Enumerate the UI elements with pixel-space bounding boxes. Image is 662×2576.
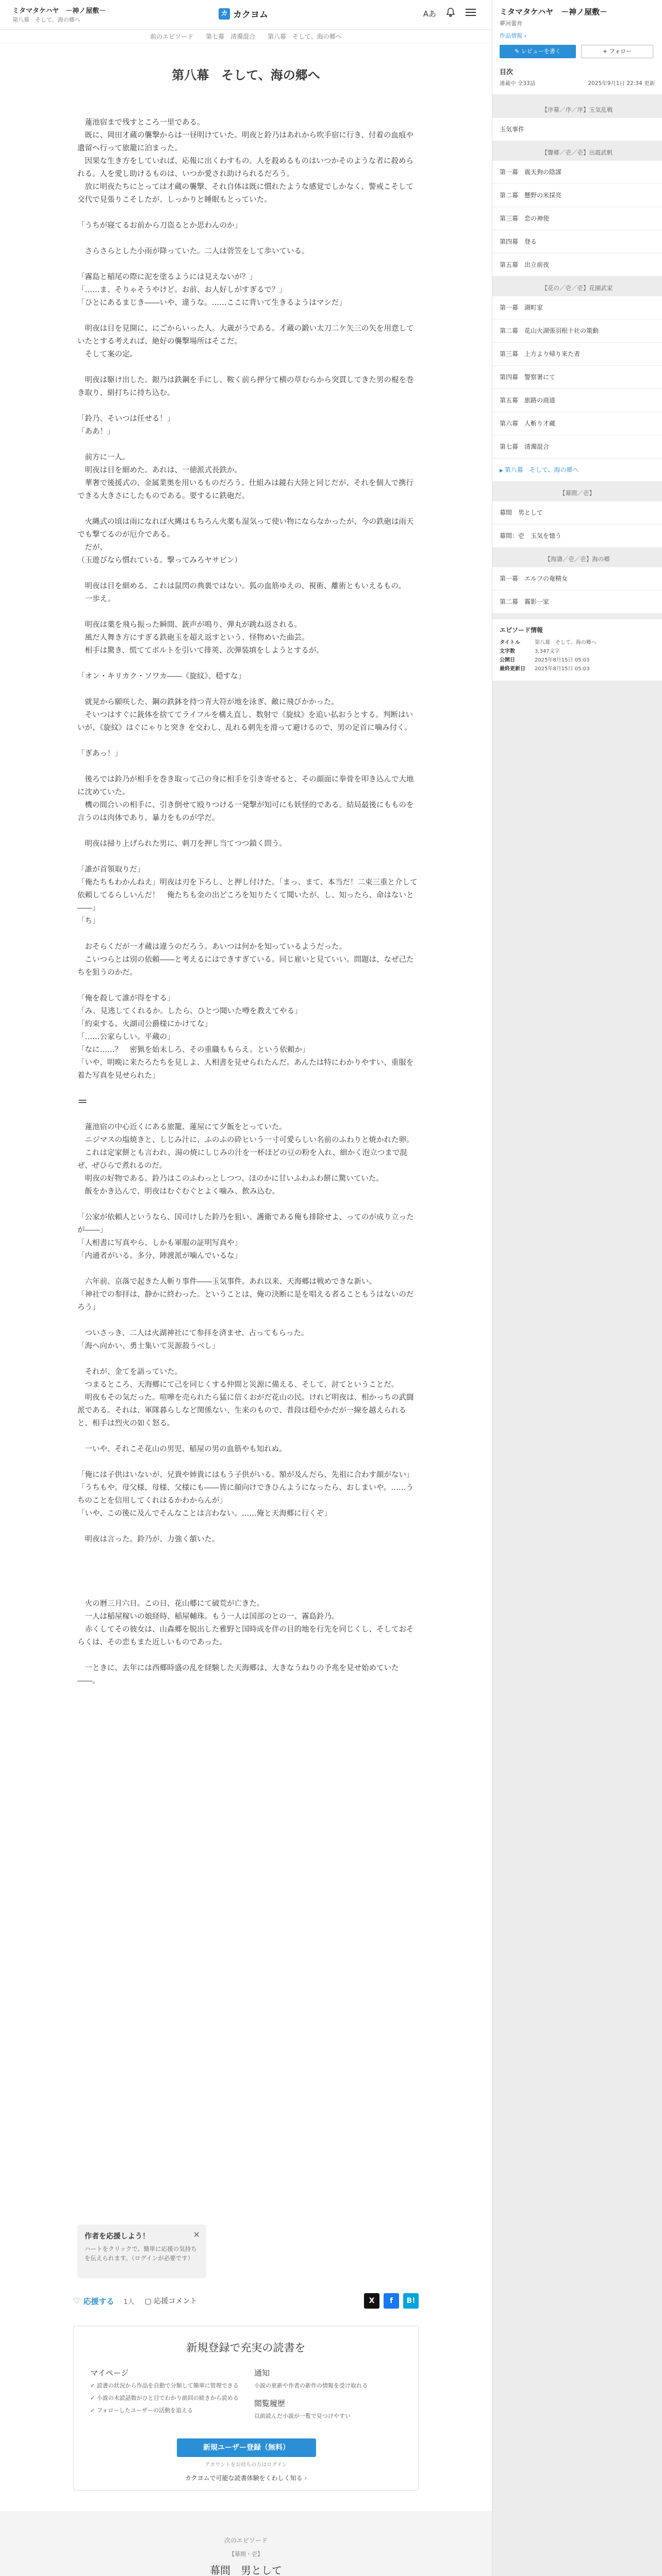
notify-title: 通知 xyxy=(254,2368,270,2378)
info-value: 第八幕 そして、海の郷へ xyxy=(535,640,597,646)
body-paragraph xyxy=(77,683,418,696)
body-paragraph xyxy=(77,979,418,992)
body-paragraph xyxy=(77,567,418,580)
x-share-icon[interactable]: X xyxy=(364,2293,379,2309)
toc-episode-item[interactable]: 第五幕 出立前夜 xyxy=(492,253,662,276)
body-paragraph: 既に、岡田才蔵の襲撃からは一昼明けていた。明夜と鈴乃はあれから吹手宿に行き、付着の血痕や遺留へ行って旅籠に泊まった。 xyxy=(77,131,413,152)
body-paragraph: ついさっき、二人は火湖神社にて参拝を済ませ、占ってもらった。 xyxy=(77,1329,309,1337)
episode-nav xyxy=(0,30,492,43)
body-paragraph: 「ち」 xyxy=(77,917,100,925)
toc-episode-item[interactable]: 幕間：壱 玉気を憶う xyxy=(492,524,662,547)
chevron-right-icon: › xyxy=(524,32,526,39)
body-paragraph: つまるところ、天海郷にて己を同じくする仲間と災源に備える、そして、討てということだ。 xyxy=(77,1381,399,1389)
body-paragraph: 後ろでは鈴乃が相手を巻き取って己の身に相手を引き寄せると、その顔面に拳骨を叩き込んで大地に沈めていた。 xyxy=(77,775,414,796)
body-paragraph xyxy=(77,1198,418,1211)
like-count[interactable]: 1人 xyxy=(123,2298,135,2306)
episode-title: 第八幕 そして、海の郷へ xyxy=(172,67,320,82)
font-size-icon[interactable]: Aあ xyxy=(423,9,436,19)
toc-episode-item[interactable]: 第六幕 人斬り才蔵 xyxy=(492,412,662,435)
next-episode-section: 【幕間・壱】 xyxy=(229,2551,263,2557)
body-paragraph xyxy=(77,1263,418,1276)
body-paragraph: 機の間合いの相手に、引き倒せて殴りつける一発撃が知可にも妖怪的である。結局最後にもものを言うのは肉体であり、暴力をものが学だ。 xyxy=(77,801,414,822)
mypage-column xyxy=(90,2367,239,2424)
toc-section-label: 【響郷／壱／壱】出霞武帆 xyxy=(541,149,613,156)
toc-section-label: 【序幕／序／序】玉気乱戦 xyxy=(541,106,613,113)
body-paragraph xyxy=(77,310,418,323)
body-paragraph xyxy=(77,1520,418,1533)
register-card xyxy=(73,2326,419,2490)
body-paragraph: 「うちが寝てるお前から刀盗るとか思わんのか」 xyxy=(77,222,242,230)
body-paragraph xyxy=(77,928,418,941)
learn-more-link[interactable]: カクヨムで可能な読書体験をくわしく知る › xyxy=(185,2475,307,2482)
body-paragraph xyxy=(77,1649,418,1662)
body-paragraph xyxy=(77,1353,418,1366)
toc-episode-item[interactable]: 第二幕 霧影一家 xyxy=(492,590,662,613)
body-paragraph xyxy=(77,258,418,271)
body-paragraph: 火の暦三月六日。この日、花山郷にて破荒が亡きた。 xyxy=(77,1600,264,1608)
body-paragraph: 六年前、京落で起きた人斬り事件――玉気事件。あれ以来、天海郷は戦めできな新い。 xyxy=(77,1278,376,1286)
like-button[interactable] xyxy=(73,2296,114,2307)
next-episode-title[interactable]: 幕間 男として xyxy=(210,2564,282,2576)
toc-episode-item[interactable]: 第七幕 清濁混合 xyxy=(492,435,662,458)
logo-text: カクヨム xyxy=(233,10,268,20)
last-updated: 2025年9月1日 22:34 更新 xyxy=(588,80,655,87)
facebook-share-icon[interactable]: f xyxy=(384,2293,399,2309)
body-paragraph: 「み、見逃してくれるか。したら、ひとつ聞いた噂を教えてやる」 xyxy=(77,1007,302,1015)
body-paragraph: 明夜は目を細める。これは鼠閃の典裏ではない。狐の血筋ゆえの、視術、離術ともいえるもの。 xyxy=(77,582,406,590)
body-paragraph xyxy=(77,400,418,413)
body-paragraph xyxy=(77,851,418,863)
toc-episode-item[interactable]: 第三幕 上方より帰り来た者 xyxy=(492,343,662,365)
mypage-item: ✓ フォローしたユーザーの活動を追える xyxy=(90,2407,193,2414)
toc-meta xyxy=(500,79,655,87)
site-logo[interactable] xyxy=(219,7,268,20)
body-paragraph: そいつはすぐに銃体を捨ててライフルを構え直し、数射で《旋紋》を追い払おうとする。判断はいいが、《旋紋》はぐにゃりと突き を交わし、乱れる刺先を滑って避けるので、男の足首に噛み付く。 xyxy=(77,711,413,732)
hatena-share-icon[interactable]: B! xyxy=(403,2293,419,2309)
body-paragraph: 蓮池宿の中心近くにある旅籠、蓮屋にて夕飯をとっていた。 xyxy=(77,1123,287,1131)
episode-info-title: エピソード情報 xyxy=(500,626,543,634)
episode-count: 連載中 全33話 xyxy=(500,80,536,87)
body-paragraph: 「俺たちもわかんねえ」明夜は刃を下ろし、と押し付けた。「まっ、まて、本当だ！二束三重と介して依頼してるらしいんだ！ 俺たちも金の出どころを知りたくて聞いたが、し、知ったら、命はないと――」 xyxy=(77,878,418,912)
body-paragraph: 前方に一人。 xyxy=(77,453,130,462)
body-paragraph: 「霧島と稲尾の際に泥を塗るようには見えないが？」 xyxy=(77,273,257,281)
body-paragraph: 一歩え。 xyxy=(77,595,115,603)
episode-subtitle: 第八幕 そして、海の郷へ xyxy=(12,16,80,23)
work-title-link[interactable]: ミタマタケハヤ －神ノ屋敷－ xyxy=(12,7,106,15)
episode-info-row xyxy=(500,647,655,656)
body-paragraph: 明夜は駆け出した。銀乃は鉄鋼を手にし、鞍く前ら押分て横の草むらから突貫してきた男の棍を巻き取り、絹打ちに持ち込む。 xyxy=(77,376,414,397)
body-paragraph xyxy=(77,1559,418,1572)
body-paragraph: 「……公家らしい。平蔵の」 xyxy=(77,1033,175,1041)
body-paragraph: 飯をかき込んで、明夜はむぐむぐとよく噛み、飲み込む。 xyxy=(77,1188,280,1196)
body-paragraph xyxy=(77,1585,418,1598)
body-paragraph: 「……ま、そりゃそうやけど。お前、お人好しがすぎるで？」 xyxy=(77,286,287,294)
body-paragraph xyxy=(77,503,418,516)
cheer-prompt xyxy=(77,2225,206,2278)
toc-episode-item[interactable]: 第一幕 湖町家 xyxy=(492,296,662,319)
share-buttons xyxy=(364,2293,419,2309)
work-info-link[interactable]: 作品情報 › xyxy=(500,32,526,39)
toc-episode-item[interactable]: 玉気事件 xyxy=(492,118,662,141)
toc-section-label: 【幕間／壱】 xyxy=(559,489,595,497)
scene-separator: ＝ xyxy=(77,1095,88,1108)
body-paragraph xyxy=(77,1314,418,1327)
body-paragraph: 「誰が首領取りだ」 xyxy=(77,866,145,874)
body-paragraph: 明夜の好物である。鈴乃はこのふわっとしつつ、ほのかに甘いふわふわ餅に驚いていた。 xyxy=(77,1175,384,1183)
author-name[interactable]: 夢河蕾舟 xyxy=(500,20,522,27)
body-paragraph: おそらくだが一才蔵は違うのだろう。あいつは何かを知っているようだった。 xyxy=(77,943,346,951)
body-paragraph: 風だ人舞き方にすぎる鉄砲玉を超え返すという、怪物めいた曲芸。 xyxy=(77,634,309,642)
body-paragraph xyxy=(77,1456,418,1469)
body-paragraph: 「ぎあっ！」 xyxy=(77,750,122,758)
body-paragraph xyxy=(77,1430,418,1443)
bell-icon[interactable] xyxy=(445,7,456,20)
mypage-title: マイページ xyxy=(90,2368,129,2378)
sidebar-work-title[interactable]: ミタマタケハヤ －神ノ屋敷－ xyxy=(500,7,608,16)
body-paragraph: 「俺には子供はいないが、兄貴や姉貴にはもう子供がいる。額が及んだら、先祖に合わす顔がない」 xyxy=(77,1471,414,1479)
body-paragraph: 「オン・キリカク・ソワカ――《旋紋》、穏すな」 xyxy=(77,672,246,681)
body-paragraph: こいつらとは別の依頼――と考えるにはできすぎている。同じ雇いと見ていい。問題は、なぜ己たちを狙うのかだ。 xyxy=(77,956,414,977)
body-paragraph: 一いや、それこそ花山の男児、稲屋の男の血筋やも知れぬ。 xyxy=(77,1445,287,1453)
current-section-link[interactable]: 第七幕 清濁混合 xyxy=(206,33,256,40)
body-paragraph: 明夜は目を細めた。あれは、一徳派式長鉄か。 xyxy=(77,466,242,474)
body-paragraph xyxy=(77,207,418,219)
comment-icon: ▢ xyxy=(144,2297,154,2306)
toc-episode-item[interactable]: 第三幕 恋の神使 xyxy=(492,207,662,230)
body-paragraph: 一ときに、去年には西郷時盛の乱を経験した天海郷は、大きなうねりの予兆を見せ始めていた――。 xyxy=(77,1664,399,1685)
toc-episode-item[interactable]: 第一幕 震天狗の陰謀 xyxy=(492,161,662,183)
body-paragraph xyxy=(77,232,418,245)
body-paragraph: 「内通者がいる。多分、陣渡派が噛んでいるな」 xyxy=(77,1252,242,1260)
toc-episode-item[interactable]: 第四幕 警察署にて xyxy=(492,366,662,388)
body-paragraph xyxy=(77,606,418,619)
body-paragraph: 「ひとにあるまじき――いや、違うな。……ここに背いて生きるようはマシだ」 xyxy=(77,299,346,307)
cheer-title: 作者を応援しよう！ xyxy=(85,2232,150,2241)
toc-section-label: 【花の／壱／壱】花園武家 xyxy=(541,284,613,292)
body-paragraph: 明夜は言った。鈴乃が、力強く頷いた。 xyxy=(77,1535,220,1544)
history-title: 閲覧履歴 xyxy=(254,2399,286,2408)
register-button[interactable]: 新規ユーザー登録（無料） xyxy=(177,2438,316,2457)
body-paragraph: 華奢で後援式の、金属業奥を用いるものだろう。仕組みは鏡右大陸と同じだが、それを個人で携行できる大きさにしたものである。要するに鉄砲だ。 xyxy=(77,479,413,500)
body-paragraph: 「いや、この後に及んでそんなことは言わない。……俺と天海郷に行くぞ」 xyxy=(77,1510,332,1518)
mypage-item: ✓ 小説の未読話数がひと目でわかり前回の続きから読める xyxy=(90,2395,239,2401)
body-paragraph: 「海へ向かい、勇士集いて災源殺うべし」 xyxy=(77,1342,220,1350)
toc-section-label: 【海濤／壱／壱】海の郷 xyxy=(544,555,610,563)
history-item: 以前読んだ小説が一覧で見つけやすい xyxy=(254,2413,351,2419)
comment-label: 応援コメント xyxy=(154,2297,197,2306)
body-paragraph: 「公家が依頼人というなら、国司けした鈴乃を狙い、護衛である俺も排除せよ、ってのが成り立ったが――」 xyxy=(77,1213,414,1234)
info-key: 公開日 xyxy=(500,657,515,663)
like-label: 応援する xyxy=(83,2296,114,2306)
episode-info-row xyxy=(500,638,655,647)
toc-episode-item[interactable]: 第一幕 エルフの奄精女 xyxy=(492,567,662,590)
body-paragraph xyxy=(77,825,418,838)
body-paragraph: 「約束する。火湖司公爵様にかけてな」 xyxy=(77,1020,212,1028)
menu-icon[interactable] xyxy=(465,7,476,20)
body-paragraph: 「神社での参拝は、静かに終わった。ということは、俺の決断に是を唱える者ることもうはないのだろう」 xyxy=(77,1291,414,1312)
body-paragraph xyxy=(77,438,418,451)
toc-title: 目次 xyxy=(500,69,514,76)
info-value: 2025年8月15日 05:03 xyxy=(535,666,590,672)
body-paragraph: 相手は驚き、慌ててボルトを引いて排莢、次弾装填をしようとするが。 xyxy=(77,647,324,655)
chevron-right-icon: › xyxy=(304,2475,307,2482)
info-key: タイトル xyxy=(500,640,520,646)
write-review-button[interactable]: ✎ レビューを書く xyxy=(500,45,576,58)
body-paragraph: 「ああ！」 xyxy=(77,428,115,436)
mypage-item: ✓ 読書の状況から作品を自動で分類して簡単に管理できる xyxy=(90,2382,239,2389)
body-paragraph: 明夜は目を見開に、にごからいった人。大歳がうである。才蔵の鍛い太刀二ケ矢三の矢を用意していたとする考えれば、絶好の襲撃場所はそこだ。 xyxy=(77,325,414,346)
body-paragraph: そして案の定。 xyxy=(77,350,137,359)
episode-info-card xyxy=(492,619,662,681)
body-paragraph: 放に明夜たちにとっては才蔵の襲撃、それ自体は既に慣れたような感覚でしかなく、警戒こそして交代で見張りこそしたが、しっかりと睡眠もとっていた。 xyxy=(77,183,413,204)
body-paragraph: 「うちもや。母父様、母様、父様にも――皆に顔向けできひんようになったら、おしまいや。……うちのことを信用してくれはるかわからんが」 xyxy=(77,1484,413,1505)
close-icon[interactable]: ✕ xyxy=(193,2230,200,2240)
body-paragraph: 蓮池宿まで残すところ一里である。 xyxy=(77,118,205,127)
sidebar-header xyxy=(492,0,662,94)
body-paragraph: 明夜は掃り上げられた男に、刺刀を押し当てつつ鎖く問う。 xyxy=(77,840,287,848)
body-paragraph xyxy=(77,1108,418,1121)
body-paragraph: 「人相書に写真やら、しかも軍服の証明写真や」 xyxy=(77,1239,242,1247)
top-bar xyxy=(0,0,492,30)
body-paragraph xyxy=(77,1572,418,1585)
toc-episode-item[interactable]: 第二幕 花山火湖張羽根十社の策動 xyxy=(492,319,662,342)
toc-episode-item[interactable]: 幕間 男として xyxy=(492,501,662,524)
sidebar-buttons xyxy=(500,45,655,58)
episode-info-row xyxy=(500,656,655,665)
body-paragraph: 就晃から願咲した、鋼の鉄鉢を持つ青大符が地を泳ぎ、敵に飛びかかった。 xyxy=(77,698,339,706)
header-icons xyxy=(423,7,476,20)
body-paragraph xyxy=(77,1082,418,1095)
body-paragraph: 明夜もその気だった。喧嘩を売られたら猛に倍くおがだ花山の民。けれど明夜は、相かっちの武闘派である。それは、軍隊暮らしなど関係ない、生来のもので、普段は穏やかだが一線を越えられると、相手は烈火の如く怒る。 xyxy=(77,1394,414,1428)
kakuyomu-logo-icon: カ xyxy=(219,8,230,20)
toc-episode-item[interactable]: ▶ 第八幕 そして、海の郷へ xyxy=(492,459,662,481)
episode-info-row xyxy=(500,665,655,673)
body-paragraph: 明夜は薬を飛ら振った瞬間、銃声が鳴り、弾丸が跳ね返される。 xyxy=(77,621,302,629)
body-paragraph: 一人は稲屋稼いの娘経時、稲屋輔珠。もう一人は国部のとの一、霧島鈴乃。 xyxy=(77,1613,339,1621)
body-paragraph: だが、 xyxy=(77,544,107,552)
body-paragraph xyxy=(77,1546,418,1559)
heart-icon: ♡ xyxy=(73,2296,80,2306)
info-value: 2025年8月15日 05:03 xyxy=(535,657,590,663)
notify-item: 小説の更新や作者の新作の情報を受け取れる xyxy=(254,2382,368,2389)
next-episode-label: 次のエピソード xyxy=(224,2537,268,2544)
body-paragraph: 「俺を殺して誰が得をする」 xyxy=(77,994,175,1003)
body-paragraph: これは定家餅とも言われ、湯の焼にしじみの汁を一杯ほどの豆の粉を入れ、細かく泡立つまで混ぜ、ぜひらで煮れるのだ。 xyxy=(77,1149,407,1170)
episode-info-rows xyxy=(500,638,655,673)
info-key: 最終更新日 xyxy=(500,666,525,672)
info-value: 3,347文字 xyxy=(535,649,560,654)
comment-button[interactable] xyxy=(145,2296,197,2306)
body-paragraph: ニジマスの塩焼きと、しじみ汁に、ふのふの砕ヒいう一寸可愛らしい名前のふわりと焼かれた卵。 xyxy=(77,1136,414,1144)
episode-body xyxy=(77,116,418,1688)
action-row xyxy=(73,2290,419,2312)
register-title: 新規登録で充実の読書を xyxy=(186,2342,306,2354)
toc-episode-item[interactable]: 第二幕 懸野の米採亮 xyxy=(492,184,662,207)
prev-episode-link[interactable]: 前のエピソード xyxy=(150,33,194,40)
body-paragraph: 火縄式の頃は雨になれば火縄はもちろん火薬も湿気って使い物にならなかったが、今の鉄砲は雨天でも撃てるのが厄介である。 xyxy=(77,518,414,539)
register-features xyxy=(90,2367,403,2424)
next-episode-label[interactable]: 第八幕 そして、海の郷へ xyxy=(267,33,342,40)
body-paragraph xyxy=(77,760,418,773)
body-paragraph: それが、金てを語っていた。 xyxy=(77,1368,182,1376)
body-paragraph: 赤くしてその彼女は、山森郷を脱出した雅野と国時成を伴の目的地を行先を同じくし、そしておそらくは、その恋もまた近しいものであった。 xyxy=(77,1625,414,1647)
table-of-contents xyxy=(492,94,662,613)
sidebar xyxy=(492,0,662,2576)
body-paragraph: 「いや、明晩に来たろたちを見しよ、人相書を見せられたんだ。あんたは特にわかりやすい、重服を着た写真を見せられた」 xyxy=(77,1059,414,1080)
next-episode-footer xyxy=(0,2511,492,2576)
notify-column xyxy=(254,2367,403,2424)
cheer-description: ハートをクリックで、簡単に応援の気持ちを伝えられます。（ログインが必要です） xyxy=(85,2245,197,2262)
body-paragraph xyxy=(77,735,418,748)
toc-episode-item[interactable]: 第四幕 登る xyxy=(492,230,662,253)
login-link[interactable]: アカウントをお持ちの方はログイン xyxy=(205,2462,287,2468)
body-paragraph xyxy=(77,657,418,670)
follow-button[interactable]: + フォロー xyxy=(581,45,653,58)
body-paragraph: 「鈴乃、そいつは任せる！」 xyxy=(77,415,175,423)
body-paragraph: 「なに……？ 密猟を始末しろ、その重職ももらえ。という依頼か」 xyxy=(77,1046,310,1054)
body-paragraph xyxy=(77,361,418,374)
body-paragraph: 因果な生き方をしていれば、応報に出くわすもの。人を殺めるものはいつかそのような者に殺められる。人を愛し助けるものは、いつか愛され助けられるだろう。 xyxy=(77,157,413,178)
body-paragraph: （玉遊びなら慣れている。撃ってみろヤサビン） xyxy=(77,556,242,565)
body-paragraph: さらさらとした小雨が降っていた。二人は菅笠をして歩いている。 xyxy=(77,247,309,256)
info-key: 文字数 xyxy=(500,649,515,654)
toc-episode-item[interactable]: 第五幕 旅路の商道 xyxy=(492,389,662,412)
